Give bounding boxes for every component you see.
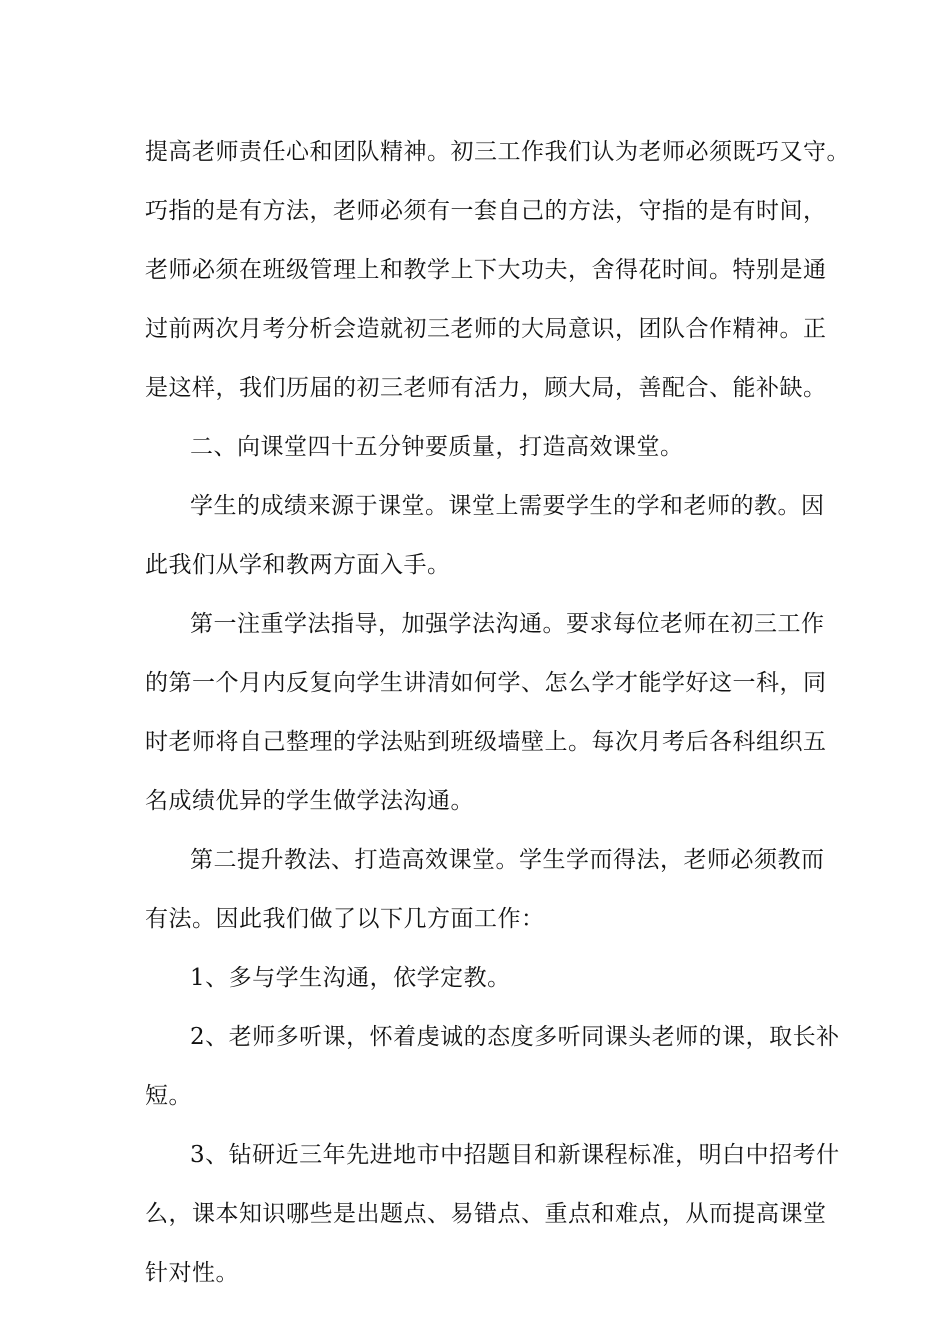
text-line: 提高老师责任心和团队精神。初三工作我们认为老师必须既巧又守。 bbox=[145, 139, 850, 165]
text-line: 老师必须在班级管理上和教学上下大功夫，舍得花时间。特别是通 bbox=[145, 257, 827, 283]
text-line: 巧指的是有方法，老师必须有一套自己的方法，守指的是有时间， bbox=[145, 198, 827, 224]
list-item: 1、多与学生沟通，依学定教。 bbox=[190, 965, 511, 991]
text-line: 是这样，我们历届的初三老师有活力，顾大局，善配合、能补缺。 bbox=[145, 375, 827, 401]
text-line: 此我们从学和教两方面入手。 bbox=[145, 552, 451, 578]
text-line: 针对性。 bbox=[145, 1260, 239, 1286]
section-heading: 二、向课堂四十五分钟要质量，打造高效课堂。 bbox=[190, 434, 684, 460]
text-line: 时老师将自己整理的学法贴到班级墙壁上。每次月考后各科组织五 bbox=[145, 729, 827, 755]
text-line: 么，课本知识哪些是出题点、易错点、重点和难点，从而提高课堂 bbox=[145, 1201, 827, 1227]
list-item: 2、老师多听课，怀着虔诚的态度多听同课头老师的课，取长补 bbox=[190, 1024, 840, 1050]
text-line: 第二提升教法、打造高效课堂。学生学而得法，老师必须教而 bbox=[190, 847, 825, 873]
text-line: 有法。因此我们做了以下几方面工作： bbox=[145, 906, 545, 932]
list-item: 3、钻研近三年先进地市中招题目和新课程标准，明白中招考什 bbox=[190, 1142, 840, 1168]
text-line: 名成绩优异的学生做学法沟通。 bbox=[145, 788, 474, 814]
text-line: 第一注重学法指导，加强学法沟通。要求每位老师在初三工作 bbox=[190, 611, 825, 637]
text-line: 学生的成绩来源于课堂。课堂上需要学生的学和老师的教。因 bbox=[190, 493, 825, 519]
text-line: 短。 bbox=[145, 1083, 192, 1109]
text-line: 过前两次月考分析会造就初三老师的大局意识，团队合作精神。正 bbox=[145, 316, 827, 342]
text-line: 的第一个月内反复向学生讲清如何学、怎么学才能学好这一科，同 bbox=[145, 670, 827, 696]
